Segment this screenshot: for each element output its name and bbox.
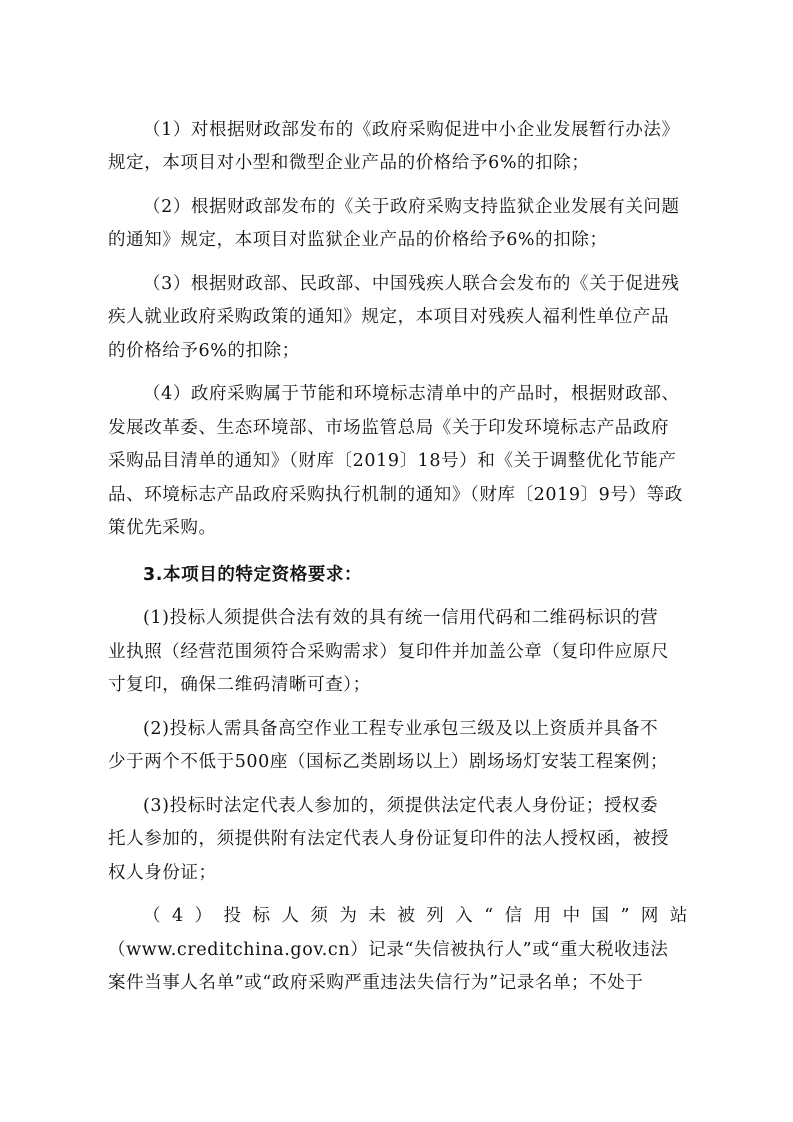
paragraph-line: 的价格给予6%的扣除； — [108, 341, 300, 361]
paragraph-line: 策优先采购。 — [108, 518, 217, 538]
paragraph-line: 权人身份证； — [108, 863, 217, 883]
paragraph-line: (1)投标人须提供合法有效的具有统一信用代码和二维码标识的营 — [143, 608, 659, 628]
paragraph-line: （3）根据财政部、民政部、中国残疾人联合会发布的《关于促进残 — [143, 274, 680, 294]
section-heading: 3.本项目的特定资格要求： — [143, 565, 363, 585]
paragraph-line: (2)投标人需具备高空作业工程专业承包三级及以上资质并具备不 — [143, 719, 659, 739]
paragraph-line: 采购品目清单的通知》（财库〔2019〕18号）和《关于调整优化节能产 — [108, 451, 677, 471]
paragraph-line: （4）政府采购属于节能和环境标志清单中的产品时，根据财政部、 — [143, 384, 680, 404]
paragraph-line: 疾人就业政府采购政策的通知》规定，本项目对残疾人福利性单位产品 — [108, 307, 670, 327]
paragraph-line: 托人参加的，须提供附有法定代表人身份证复印件的法人授权函，被授 — [108, 829, 670, 849]
paragraph-line: 品、环境标志产品政府采购执行机制的通知》（财库〔2019〕9号）等政 — [108, 485, 683, 505]
paragraph-line: 案件当事人名单”或“政府采购严重违法失信行为”记录名单；不处于 — [108, 973, 644, 993]
paragraph-line: 少于两个不低于500座（国标乙类剧场以上）剧场场灯安装工程案例； — [108, 752, 669, 772]
paragraph-line: （www.creditchina.gov.cn）记录“失信被执行人”或“重大税收违法 — [108, 940, 669, 960]
paragraph-line: 发展改革委、生态环境部、市场监管总局《关于印发环境标志产品政府 — [108, 418, 670, 438]
paragraph-line: (3)投标时法定代表人参加的，须提供法定代表人身份证；授权委 — [143, 796, 659, 816]
paragraph-line: 寸复印，确保二维码清晰可查）； — [108, 675, 371, 695]
paragraph-line: 规定，本项目对小型和微型企业产品的价格给予6%的扣除； — [108, 153, 590, 173]
paragraph-line: （4）投标人须为未被列入“信用中国”网站 — [143, 906, 688, 926]
paragraph-line: 业执照（经营范围须符合采购需求）复印件并加盖公章（复印件应原尺 — [108, 642, 670, 662]
paragraph-line: （1）对根据财政部发布的《政府采购促进中小企业发展暂行办法》 — [143, 120, 680, 140]
paragraph-line: （2）根据财政部发布的《关于政府采购支持监狱企业发展有关问题 — [143, 197, 680, 217]
paragraph-line: 的通知》规定，本项目对监狱企业产品的价格给予6%的扣除； — [108, 230, 608, 250]
